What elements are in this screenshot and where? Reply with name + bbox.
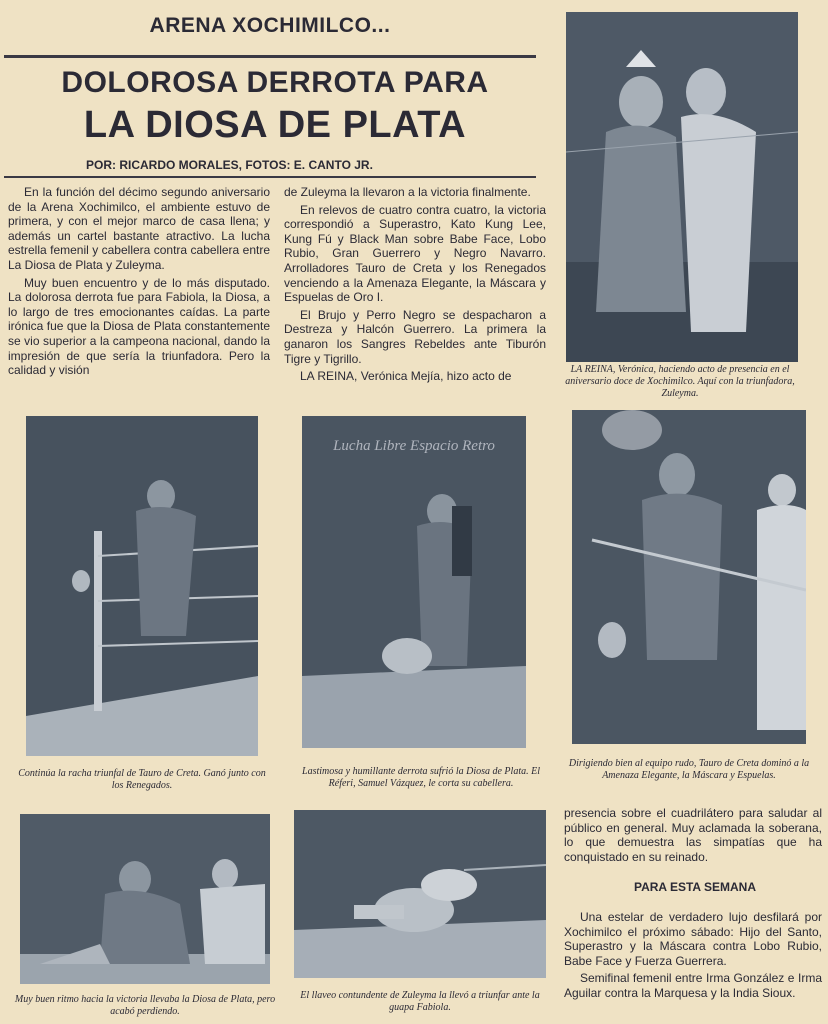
- header-top-rule: [4, 55, 536, 58]
- paragraph: Muy buen encuentro y de lo más disputado. La dolorosa derrota fue para Fabiola, la Diosa, a lo largo de tres emocionantes caídas. La parte irónica fue que la Diosa de Plata constantemente se vio superior a la campeona nacional, dando la impresión de que sería la triunfadora. Pero la calidad y visión: [8, 275, 270, 378]
- photo-llaveo-image: [294, 810, 546, 978]
- photo-llaveo-zuleyma: [294, 810, 546, 978]
- photo-ritmo-caption: Muy buen ritmo hacia la victoria llevaba la Diosa de Plata, pero acabó perdiendo.: [14, 994, 276, 1017]
- byline: POR: RICARDO MORALES, FOTOS: E. CANTO JR.: [86, 158, 373, 172]
- header-bottom-rule: [4, 176, 536, 178]
- photo-tauro-image: [26, 416, 258, 756]
- article-column-2: [284, 185, 546, 387]
- paragraph: Semifinal femenil entre Irma González e Irma Aguilar contra la Marquesa y la India Sioux.: [564, 971, 822, 1000]
- section-subhead: PARA ESTA SEMANA: [633, 880, 756, 894]
- headline-line-1: DOLOROSA DERROTA PARA: [61, 66, 489, 99]
- section-kicker: ARENA XOCHIMILCO...: [149, 14, 391, 37]
- photo-diosa-image: [302, 416, 526, 748]
- photo-rudos-image: [572, 410, 806, 744]
- photo-watermark: Lucha Libre Espacio Retro: [333, 438, 495, 454]
- paragraph: En relevos de cuatro contra cuatro, la victoria correspondió a Superastro, Kato Kung Lee, Kung Fú y Black Man sobre Babe Face, Lobo Rubio, Gran Guerrero y Negro Navarro. Arrolladores Tauro de Creta y los Renegados venciendo a la Amenaza Elegante, la Máscara y Espuelas de Oro I.: [284, 202, 546, 305]
- paragraph: Una estelar de verdadero lujo desfilará por Xochimilco el próximo sábado: Hijo del Santo, Superastro y la Máscara contra Lobo Rubio, Babe Face y Fuerza Guerrera.: [564, 910, 822, 968]
- paragraph: En la función del décimo segundo aniversario de la Arena Xochimilco, el ambiente estuvo de primera, y con el mejor marco de casa llena; y además un cartel bastante atractivo. La lucha estrella femenil y cabellera contra cabellera entre La Diosa de Plata y Zuleyma.: [8, 185, 270, 272]
- paragraph: LA REINA, Verónica Mejía, hizo acto de: [300, 369, 512, 384]
- article-column-1: [8, 185, 270, 381]
- photo-diosa-ritmo: [20, 814, 270, 984]
- photo-diosa-caption: Lastimosa y humillante derrota sufrió la Diosa de Plata. El Réferi, Samuel Vázquez, le corta su cabellera.: [302, 766, 540, 789]
- photo-llaveo-caption: El llaveo contundente de Zuleyma la llevó a triunfar ante la guapa Fabiola.: [300, 990, 540, 1013]
- photo-queen-image: [566, 12, 798, 362]
- photo-queen-caption: LA REINA, Verónica, haciendo acto de presencia en el aniversario doce de Xochimilco. Aquí con la triunfadora, Zuleyma.: [565, 364, 795, 399]
- photo-tauro-caption: Continúa la racha triunfal de Tauro de Creta. Ganó junto con los Renegados.: [18, 768, 266, 791]
- article-column-3b: [564, 910, 822, 1004]
- photo-rudos: [572, 410, 806, 744]
- paragraph: presencia sobre el cuadrilátero para saludar al público en general. Muy aclamada la soberana, lo que demuestra las simpatías que ha conquistado en su reinado.: [564, 806, 822, 864]
- paragraph: El Brujo y Perro Negro se despacharon a Destreza y Halcón Guerrero. La primera la ganaron los Sangres Rebeldes ante Tiburón Tigre y Tigrillo.: [284, 307, 546, 366]
- photo-rudos-caption: Dirigiendo bien al equipo rudo, Tauro de Creta dominó a la Amenaza Elegante, la Máscara y Espuelas.: [568, 758, 810, 781]
- paragraph: de Zuleyma la llevaron a la victoria finalmente.: [284, 185, 531, 199]
- headline-line-2: LA DIOSA DE PLATA: [83, 104, 467, 146]
- photo-queen: [566, 12, 798, 362]
- article-column-3: [564, 806, 822, 867]
- photo-diosa-cabellera: [302, 416, 526, 748]
- photo-ritmo-image: [20, 814, 270, 984]
- photo-tauro-de-creta: [26, 416, 258, 756]
